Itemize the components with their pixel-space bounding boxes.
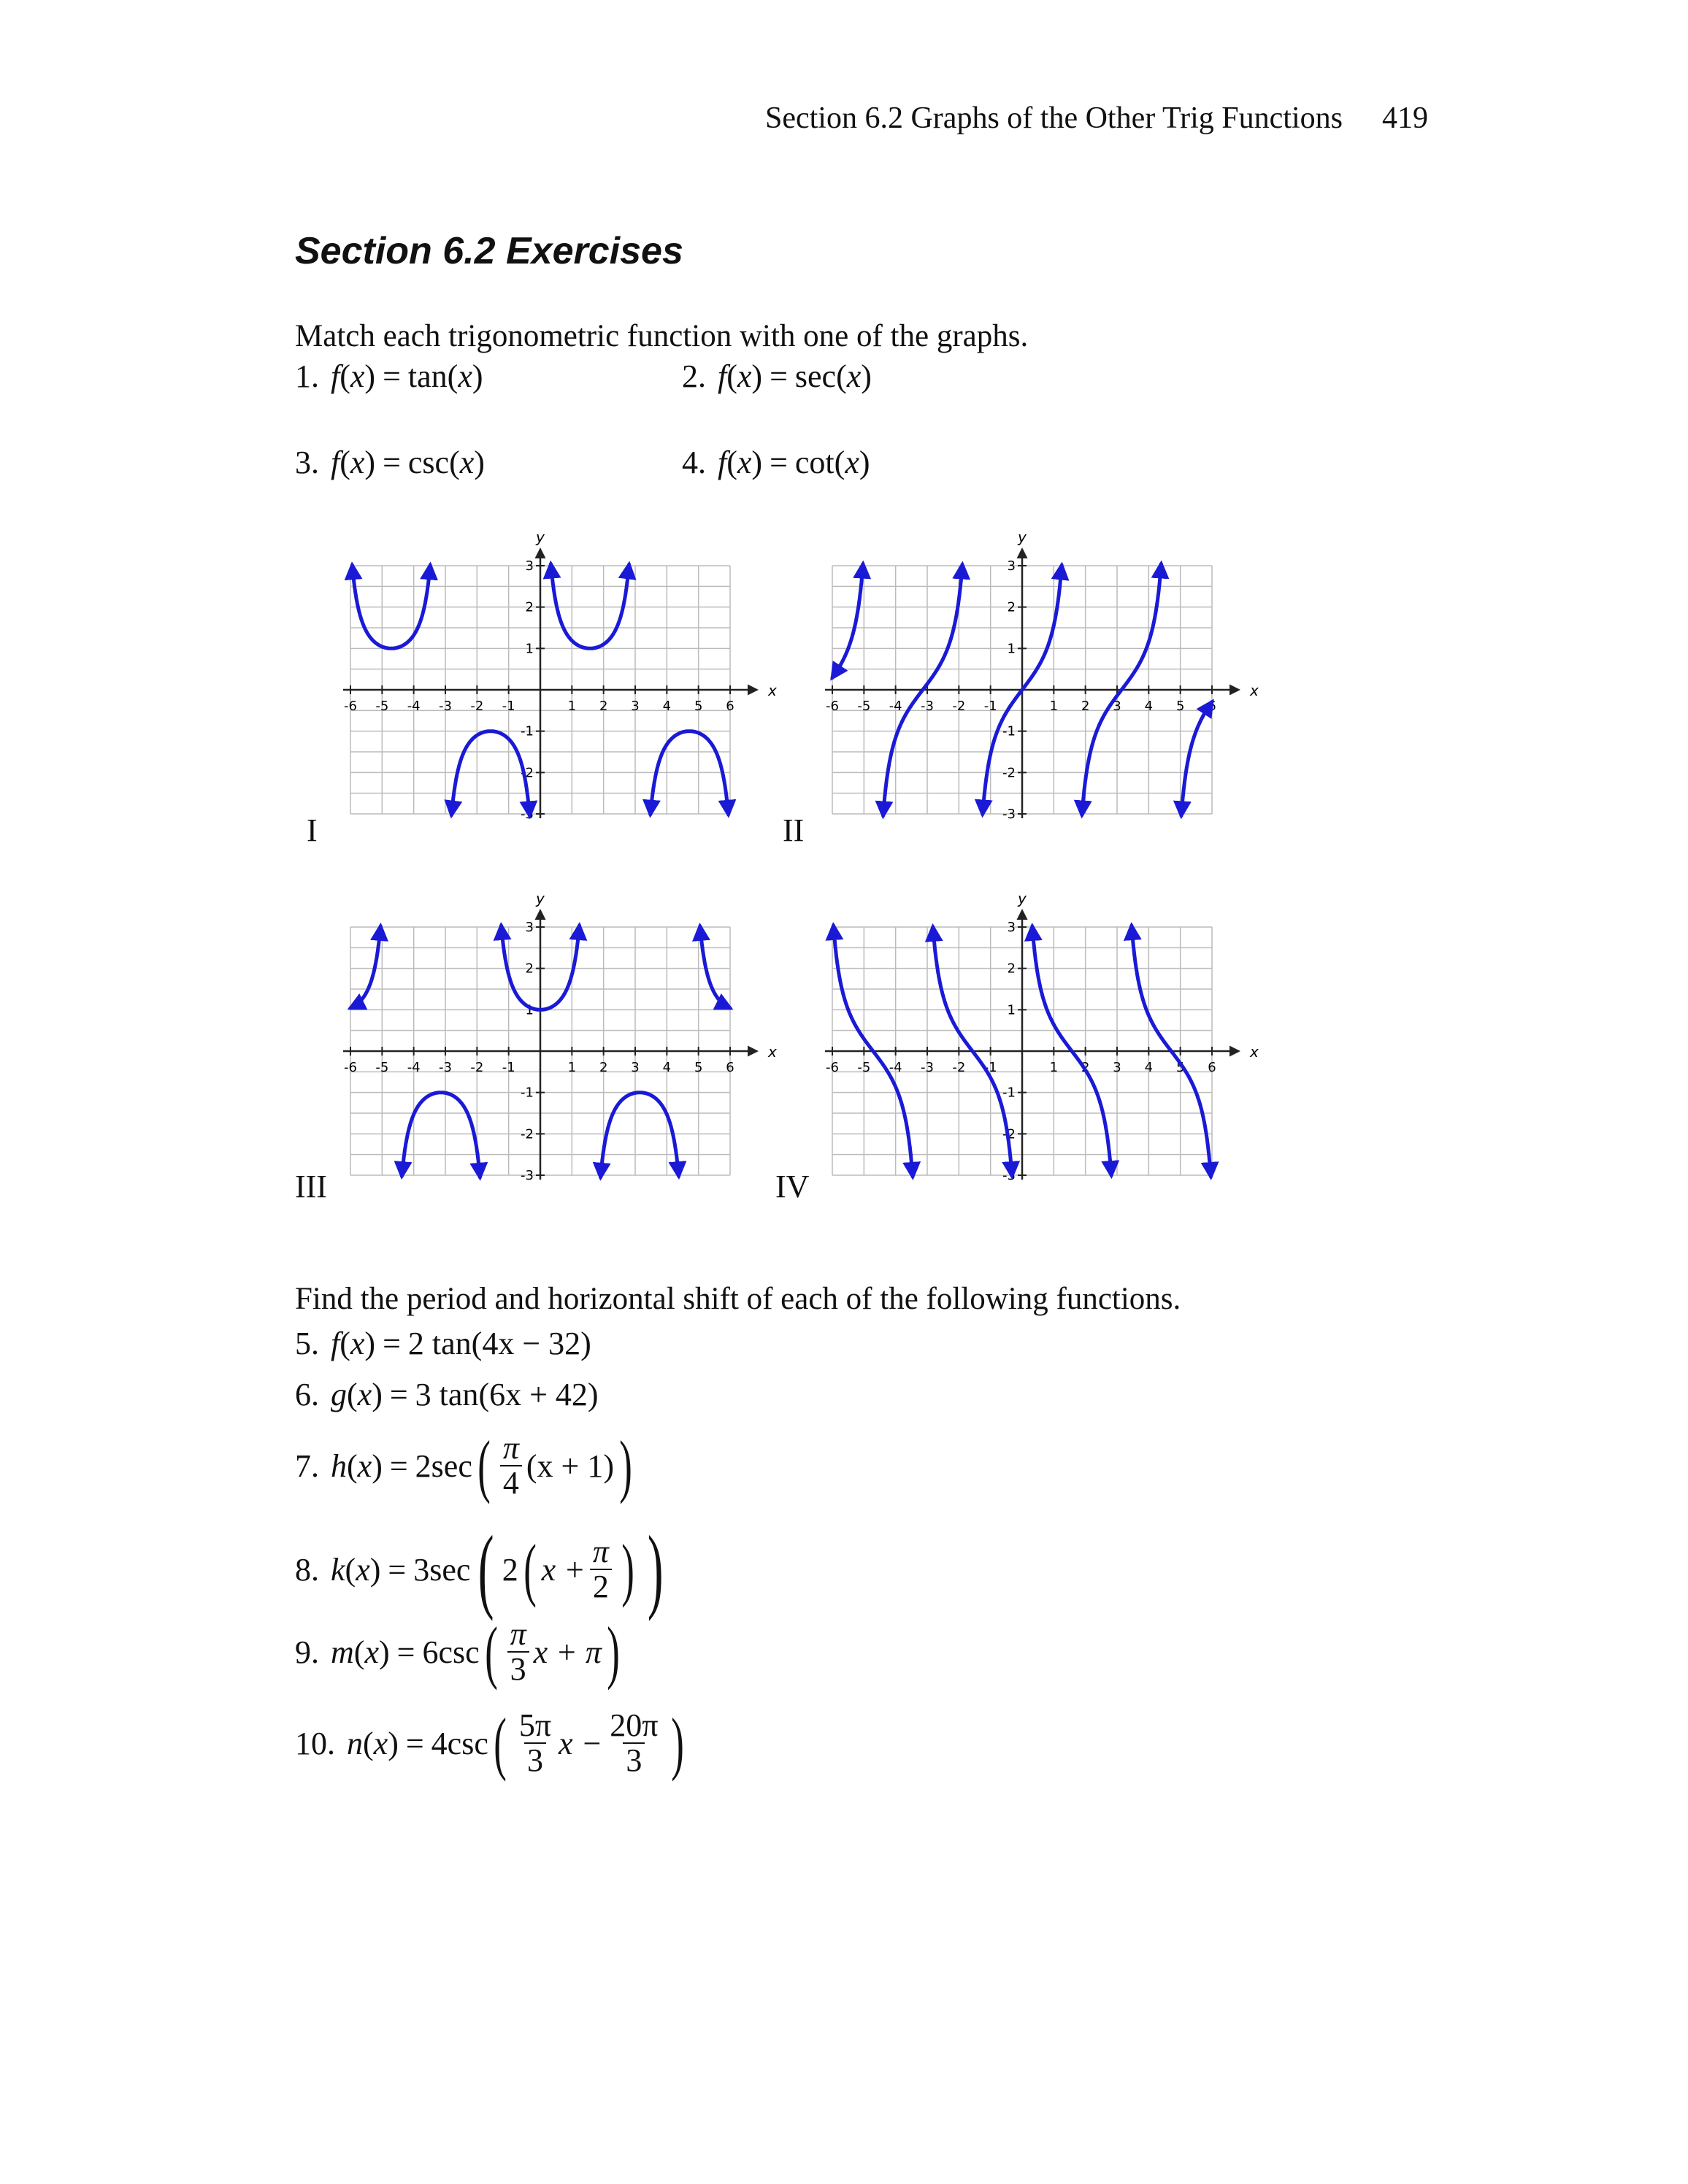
series-branch (551, 564, 629, 649)
x-tick-label: 4 (1144, 699, 1154, 714)
graph-I (321, 526, 777, 847)
x-tick-label: -1 (983, 699, 997, 714)
x-tick-label: 5 (1175, 699, 1185, 714)
y-tick-label: 2 (1007, 599, 1016, 615)
x-tick-label: 5 (694, 699, 703, 714)
exercise-7: 7. h ( x ) = 2 sec ( $\frac{\pi}{4}$ (x + 1) ) (295, 1426, 632, 1504)
x-tick-label: 1 (1049, 1060, 1059, 1075)
y-tick-label: 3 (1007, 920, 1016, 935)
period-instruction: Find the period and horizontal shift of each of the following functions. (295, 1282, 1181, 1316)
running-title: Section 6.2 Graphs of the Other Trig Functions (765, 101, 1343, 135)
x-tick-label: -3 (921, 1060, 934, 1075)
exercise-3: 3. f ( x ) = csc ( x ) (295, 445, 485, 480)
x-tick-label: 5 (694, 1060, 703, 1075)
x-tick-label: 4 (1144, 1060, 1154, 1075)
exercise-6: 6. g ( x ) = 3 tan ( 6x + 42 ) (295, 1377, 599, 1412)
x-tick-label: 1 (1049, 699, 1059, 714)
y-axis-label: y (536, 528, 545, 546)
x-tick-label: 6 (726, 699, 734, 714)
x-axis-label: x (1250, 682, 1259, 699)
x-tick-label: -1 (502, 699, 515, 714)
x-tick-label: -5 (857, 699, 871, 714)
x-tick-label: -2 (952, 699, 966, 714)
x-tick-label: 5 (1175, 1060, 1185, 1075)
exercise-5: 5. f ( x ) = 2 tan ( 4x − 32 ) (295, 1326, 591, 1361)
y-tick-label: 3 (1007, 558, 1016, 574)
y-tick-label: 1 (1007, 641, 1016, 657)
y-tick-label: 2 (525, 599, 534, 615)
y-tick-label: -3 (521, 807, 534, 822)
x-tick-label: 3 (1113, 699, 1121, 714)
x-axis-label: x (1250, 1043, 1259, 1061)
y-tick-label: -3 (521, 1168, 534, 1183)
x-tick-label: -3 (921, 699, 934, 714)
series-branch (451, 731, 529, 816)
x-tick-label: -2 (470, 699, 484, 714)
x-tick-label: -4 (889, 1060, 902, 1075)
x-tick-label: -5 (375, 1060, 389, 1075)
graph-label-I: I (307, 812, 318, 848)
y-tick-label: -1 (521, 1085, 534, 1101)
x-tick-label: -6 (344, 1060, 357, 1075)
y-tick-label: -2 (521, 765, 534, 781)
exercise-9: 9. m ( x ) = 6 csc ( $\frac{\pi}{3}$ x + π ) (295, 1612, 620, 1691)
y-tick-label: 1 (525, 641, 534, 657)
x-tick-label: -4 (407, 1060, 421, 1075)
y-tick-label: 3 (525, 558, 534, 574)
x-tick-label: 2 (1081, 1060, 1090, 1075)
y-axis-label: y (1018, 890, 1027, 907)
graph-II (803, 526, 1259, 847)
running-header (765, 101, 1428, 136)
graph-label-IV: IV (775, 1169, 810, 1204)
exercise-10: 10. n ( x ) = 4 csc ( $\frac{5\pi}{3}$ x − $\frac{20\pi}{3}$ ) (295, 1704, 684, 1782)
graph-III (321, 887, 777, 1208)
y-tick-label: 2 (525, 961, 534, 977)
y-tick-label: -3 (1002, 807, 1016, 822)
y-tick-label: -2 (521, 1126, 534, 1142)
y-tick-label: -1 (1002, 1085, 1016, 1101)
series-branch (1181, 702, 1212, 816)
exercise-2: 2. f ( x ) = sec ( x ) (682, 358, 872, 394)
y-axis-label: y (536, 890, 545, 907)
x-axis-label: x (768, 1043, 777, 1061)
y-tick-label: 1 (525, 1002, 534, 1018)
x-tick-label: -2 (470, 1060, 484, 1075)
x-tick-label: -1 (502, 1060, 515, 1075)
x-tick-label: 2 (1081, 699, 1090, 714)
x-tick-label: -1 (983, 1060, 997, 1075)
x-tick-label: -3 (439, 699, 452, 714)
x-tick-label: 4 (662, 699, 672, 714)
page-number: 419 (1381, 101, 1428, 135)
exercise-1: 1. f ( x ) = tan ( x ) (295, 358, 483, 394)
x-tick-label: -6 (344, 699, 357, 714)
x-tick-label: -5 (857, 1060, 871, 1075)
series-branch (350, 926, 380, 1008)
y-tick-label: -2 (1002, 1126, 1016, 1142)
x-tick-label: -4 (407, 699, 421, 714)
x-tick-label: -2 (952, 1060, 966, 1075)
y-tick-label: 1 (1007, 1002, 1016, 1018)
match-instruction: Match each trigonometric function with one of the graphs. (295, 319, 1029, 353)
x-tick-label: 2 (599, 1060, 608, 1075)
x-tick-label: 3 (631, 1060, 640, 1075)
section-title: Section 6.2 Exercises (295, 230, 683, 272)
series-branch (832, 564, 863, 678)
y-tick-label: -2 (1002, 765, 1016, 781)
y-axis-label: y (1018, 528, 1027, 546)
y-tick-label: 3 (525, 920, 534, 935)
x-tick-label: 6 (1208, 1060, 1216, 1075)
x-tick-label: 2 (599, 699, 608, 714)
graph-IV (803, 887, 1259, 1208)
x-tick-label: 1 (567, 699, 577, 714)
y-tick-label: 2 (1007, 961, 1016, 977)
graph-label-II: II (783, 812, 805, 848)
x-tick-label: -6 (826, 699, 839, 714)
exercise-8: 8. k ( x ) = 3 sec ( 2 ( x + $\frac{\pi}{2}$ ) ) (295, 1517, 664, 1622)
y-tick-label: -1 (1002, 723, 1016, 739)
x-tick-label: 1 (567, 1060, 577, 1075)
exercise-4: 4. f ( x ) = cot ( x ) (682, 445, 870, 480)
x-tick-label: -6 (826, 1060, 839, 1075)
series-branch (700, 926, 730, 1008)
x-tick-label: -5 (375, 699, 389, 714)
x-tick-label: -3 (439, 1060, 452, 1075)
x-tick-label: 3 (1113, 1060, 1121, 1075)
x-tick-label: 6 (1208, 699, 1216, 714)
y-tick-label: -1 (521, 723, 534, 739)
x-axis-label: x (768, 682, 777, 699)
x-tick-label: 6 (726, 1060, 734, 1075)
x-tick-label: 4 (662, 1060, 672, 1075)
graph-label-III: III (295, 1169, 327, 1204)
x-tick-label: 3 (631, 699, 640, 714)
y-tick-label: -3 (1002, 1168, 1016, 1183)
x-tick-label: -4 (889, 699, 902, 714)
